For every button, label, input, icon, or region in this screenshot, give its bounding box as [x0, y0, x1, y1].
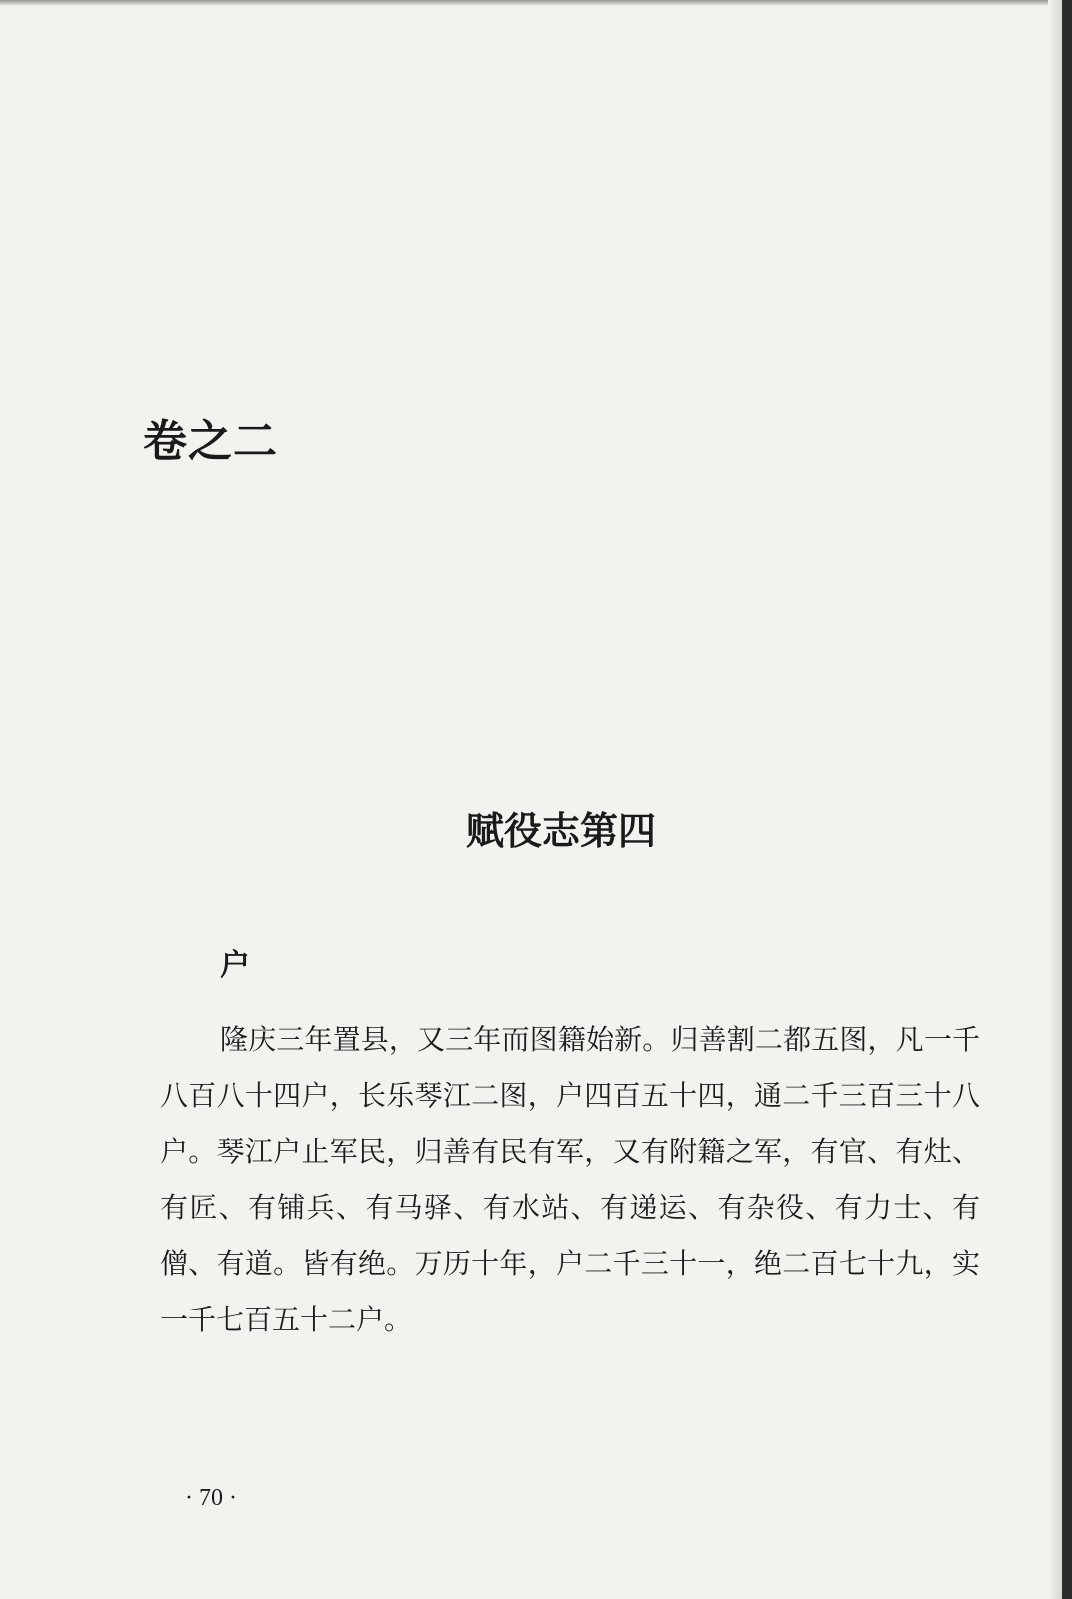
body-paragraph: 隆庆三年置县，又三年而图籍始新。归善割二都五图，凡一千八百八十四户，长乐琴江二图，户四百五十四，通二千三百三十八户。琴江户止军民，归善有民有军，又有附籍之军，有官、有灶、有匠、有铺兵、有马驿、有水站、有递运、有杂役、有力士、有僧、有道。皆有绝。万历十年，户二千三十一，绝二百七十九，实一千七百五十二户。	[160, 1023, 980, 1336]
section-title: 户	[220, 948, 250, 983]
chapter-title: 赋役志第四	[465, 808, 656, 853]
volume-title: 卷之二	[143, 416, 278, 467]
page-number: · 70 ·	[185, 1485, 237, 1511]
page-top-edge	[0, 0, 1062, 6]
